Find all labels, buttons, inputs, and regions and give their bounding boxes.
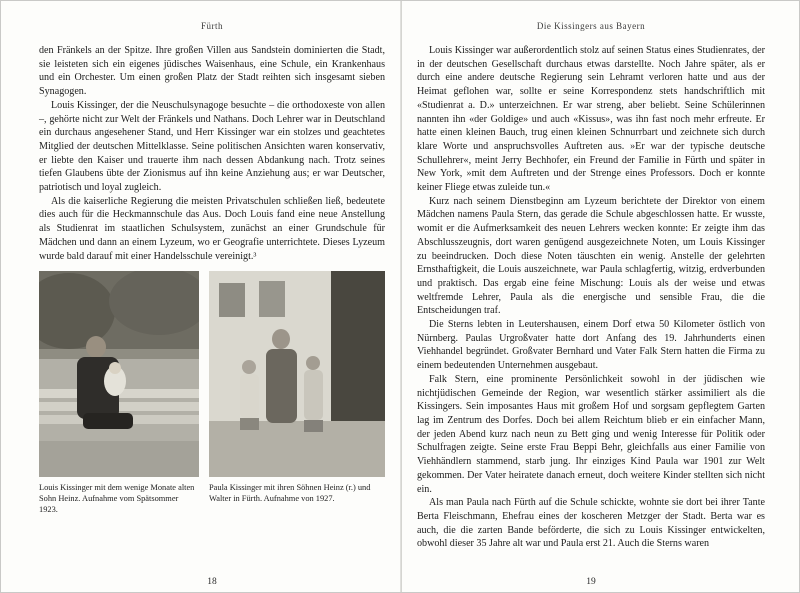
running-head-left: Fürth xyxy=(200,21,223,31)
figure-louis-with-baby xyxy=(39,271,199,515)
louis-with-baby-photo xyxy=(39,271,199,477)
left-page xyxy=(1,1,401,592)
paragraph: Louis Kissinger, der die Neuschulsynagoge besuchte – die orthodoxeste von allen –, gehörte nicht zur Welt der Fränkels und Nathans. Doch Lehrer war in Deutschland ein durchaus angesehener Stand, und Herr Kissinger war ein stolzes und geachtetes Mitglied der deutschen Mittelklasse. Seine politischen Ansichten waren konservativ, er liebte den Kaiser und trauerte ihm nach dessen Abdankung nach. Trotz seines tiefen Glaubens übte der Zionismus auf ihn keine Anziehung aus; er war Deutscher, patriotisch und loyal zugleich. xyxy=(39,99,385,194)
page-number-right: 19 xyxy=(586,577,596,587)
photo-caption: Louis Kissinger mit dem wenige Monate alten Sohn Heinz. Aufnahme vom Spätsommer 1923. xyxy=(39,483,195,514)
photo-caption: Paula Kissinger mit ihren Söhnen Heinz (r.) und Walter in Fürth. Aufnahme von 1927. xyxy=(209,483,371,504)
paragraph: Die Sterns lebten in Leutershausen, einem Dorf etwa 50 Kilometer östlich von Nürnberg. Paulas Urgroßvater hatte dort Anfang des 19. Jahrhunderts einen Viehhandel begründet. Großvater Bernhard und Vater Falk Stern hatten die Firma zu einem bedeutenden Unternehmen ausgebaut. xyxy=(417,319,765,372)
paragraph: Louis Kissinger war außerordentlich stolz auf seinen Status eines Studienrates, der in der deutschen Gesellschaft durchaus etwas darstellte. Noch Jahre später, als er durch eine andere deutsche Regierung sein Lehramt verloren hatte und aus der Heimat geflohen war, sollte er seine Korrespondenz stets handschriftlich mit «Studienrat a. D.» unterzeichnen. Er war streng, aber beliebt. Seine Schülerinnen nannten ihn «der Goldige» und auch «Kissus», was ihn fast noch mehr erfreute. Er hatte einen kleinen Bauch, trug einen kleinen Schnurrbart und zeichnete sich durch klare Worte und anspruchsvolles Auftreten aus. »Er war der typische deutsche Schullehrer«, meint Jerry Bechhofer, ein Freund der Familie in Fürth und später in New York, »mit dem Auftreten und der Strenge eines Professors. Doch er konnte keiner Fliege etwas zuleide tun.« xyxy=(417,45,765,194)
paragraph: Falk Stern, eine prominente Persönlichkeit sowohl in der jüdischen wie nichtjüdischen Gemeinde der Region, war wesentlich stärker assimiliert als die Kissingers. Sein imposantes Haus mit großem Hof und sorgsam gepflegtem Garten lag im Zentrum des Dorfes. Doch bei allem Reichtum blieb er ein einfacher Mann, der jeden Abend kurz nach neun zu Bett ging und wenig Interesse für Politik oder Schulfragen zeigte. Seine erste Frau Beppi Behr, gleichfalls aus einer Familie von Viehhändlern stammend, starb jung. Ihr einziges Kind Paula war 1901 zur Welt gekommen. Der Vater heiratete danach erneut, doch weitere Kinder stellten sich nicht ein. xyxy=(417,373,765,495)
right-page-body-text xyxy=(417,44,765,551)
paragraph: den Fränkels an der Spitze. Ihre großen Villen aus Sandstein dominierten die Stadt, sie leisteten sich ein eigenes jüdisches Waisenhaus, eine Schule, ein Krankenhaus und ein Orchester. Um einen großen Platz der Stadt reihten sich insgesamt sieben Synagogen. xyxy=(39,45,385,98)
paragraph: Als die kaiserliche Regierung die meisten Privatschulen schließen ließ, bedeutete dies auch für die Heckmannschule das Aus. Doch Louis fand eine neue Anstellung als Studienrat im staatlichen Schulsystem, zunächst an einer Grundschule für Mädchen und dann an einem Lyzeum, wo er Geografie unterrichtete. Dieses Lyzeum wurde bald darauf mit einer Handelsschule vereinigt.³ xyxy=(39,195,385,262)
left-page-body-text xyxy=(39,44,385,263)
page-number-left: 18 xyxy=(207,577,217,587)
paragraph: Als man Paula nach Fürth auf die Schule schickte, wohnte sie dort bei ihrer Tante Berta Fleischmann, Ehefrau eines der koscheren Metzger der Stadt. Berta war es auch, die die zarten Bande beförderte, die sich zu Louis Kissinger entwickelten, obwohl dieser 35 Jahre alt war und Paula erst 21. Auch die Sterns waren xyxy=(417,497,765,550)
right-page xyxy=(401,1,800,592)
paula-with-sons-photo xyxy=(209,271,385,477)
running-head-right: Die Kissingers aus Bayern xyxy=(536,21,646,31)
paragraph: Kurz nach seinem Dienstbeginn am Lyzeum berichtete der Direktor von einem Mädchen namens Paula Stern, das gerade die Schule abgeschlossen hatte. Er wusste, womit er die Aufmerksamkeit des neuen Lehrers wecken konnte: Er zeigte ihm das Abschlusszeugnis, dort waren genügend ausgezeichnete Noten, um Louis Kissinger zu beeindrucken. Doch diese Noten täuschten ein wenig. Anstelle der gelehrten Ernsthaftigkeit, die Louis auszeichnete, war Paula schlagfertig, witzig, erdverbunden und praktisch. Das ergab eine feine Mischung: Louis als der weise und etwas weltfremde Lehrer, Paula als die energische und sensible Frau, die die Entscheidungen traf. xyxy=(417,195,765,317)
photo-row xyxy=(39,271,385,515)
figure-paula-with-sons xyxy=(209,271,385,515)
